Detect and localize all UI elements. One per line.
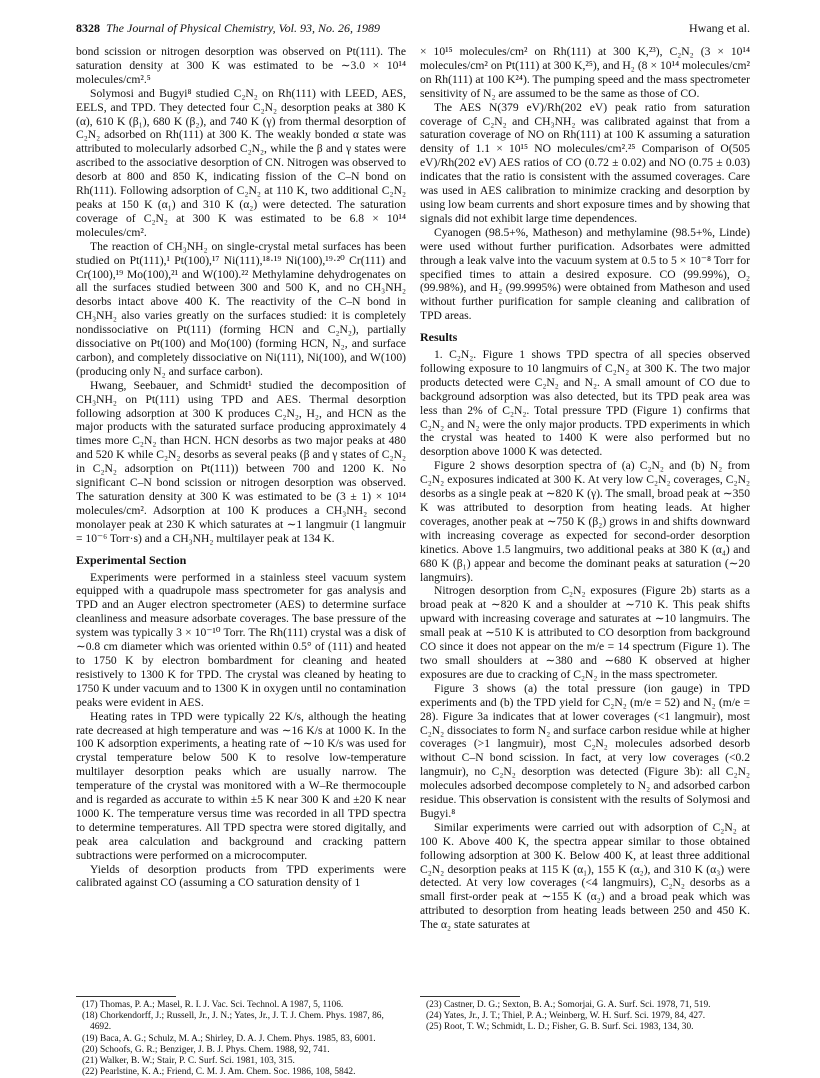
reference-entry: (22) Pearlstine, K. A.; Friend, C. M. J. Am. Chem. Soc. 1986, 108, 5842.: [82, 1067, 356, 1078]
body-paragraph: bond scission or nitrogen desorption was observed on Pt(111). The saturation density at 300 K was estimated to be ∼3.0 × 10¹⁴ molecules/cm².⁵: [76, 45, 406, 86]
body-paragraph: Figure 3 shows (a) the total pressure (ion gauge) in TPD experiments and (b) the TPD yield for C₂N₂ (m/e = 52) and N₂ (m/e = 28). Figure 3a indicates that at lower coverages (<1 langmuir), most C₂N₂ dissociates to form N₂ and surface carbon residue while at higher coverages (>1 langmuir), most C₂N₂ molecules adsorbed desorb without C–N bond scission. In fact, at very low coverages (<0.2 langmuir), no C₂N₂ desorption was detected (Figure 3b): all C₂N₂ molecules adsorbed decompose completely to N₂ and adsorbed carbon residue. This observation is consistent with the results of Solymosi and Bugyi.⁸: [420, 681, 750, 820]
reference-entry: (18) Chorkendorff, J.; Russell, Jr., J. N.; Yates, Jr., J. T. J. Chem. Phys. 1987, 86, 4692.: [82, 1011, 384, 1033]
running-header: [76, 19, 750, 37]
body-paragraph: The AES N(379 eV)/Rh(202 eV) peak ratio from saturation coverage of C₂N₂ and CH₃NH₂ was calibrated against that from a saturation coverage of NO on Rh(111) at 100 K assuming a saturation density of 1.1 × 10¹⁵ NO molecules/cm².²⁵ Comparison of O(505 eV)/Rh(202 eV) AES ratios of CO (0.72 ± 0.02) and NO (0.75 ± 0.03) indicates that the ratio is consistent with the assumed coverages. Care was used in AES calibration to minimize cracking and desorption by using low beam currents and short exposure times and by showing that signals did not exhibit large time dependences.: [420, 100, 750, 225]
reference-entry: (23) Castner, D. G.; Sexton, B. A.; Somorjai, G. A. Surf. Sci. 1978, 71, 519.: [426, 1000, 711, 1010]
body-paragraph: Figure 2 shows desorption spectra of (a) C₂N₂ and (b) N₂ from C₂N₂ exposures indicated at 300 K. At very low C₂N₂ coverages, C₂N₂ desorbs as a single peak at ∼820 K (γ). The small, broad peak at ∼350 K was attributed to desorption from heating leads. At higher coverages, another peak at ∼750 K (β₂) grows in and shifts downward with increasing coverage as expected for second-order desorption kinetics. Above 1.5 langmuirs, two additional peaks at 380 K (α₄) and 680 K (β₁) appear and become the dominant peaks at saturation (∼20 langmuirs).: [420, 459, 750, 584]
body-paragraph: Yields of desorption products from TPD experiments were calibrated against CO (assuming a CO saturation density of 1: [76, 862, 406, 890]
right-text-column: [420, 45, 750, 932]
reference-entry: (25) Root, T. W.; Schmidt, L. D.; Fisher, G. B. Surf. Sci. 1983, 134, 30.: [426, 1022, 694, 1033]
footnote-references-right: [420, 996, 750, 1034]
footnote-rule: [420, 996, 520, 997]
page-number: 8328: [76, 21, 100, 35]
body-paragraph: Solymosi and Bugyi⁸ studied C₂N₂ on Rh(111) with LEED, AES, EELS, and TPD. They detected four C₂N₂ desorption peaks at 380 K (α), 610 K (β₁), 680 K (β₂), and 740 K (γ) from thermal desorption of C₂N₂ adsorbed on Rh(111) at 300 K. The weakly bonded α state was attributed to molecularly adsorbed C₂N₂, while the β and γ states were ascribed to the associative desorption of CN. Nitrogen was observed to desorb at 800 and 850 K, indicating fission of the C–N bond on Rh(111). Following adsorption of C₂N₂ at 110 K, two additional C₂N₂ peaks at 150 K (α₁) and 310 K (α₂) were detected. The saturation coverage of C₂N₂ at 300 K was estimated to be 6.8 × 10¹⁴ molecules/cm².: [76, 86, 406, 239]
reference-entry: (24) Yates, Jr., J. T.; Thiel, P. A.; Weinberg, W. H. Surf. Sci. 1979, 84, 427.: [426, 1011, 706, 1022]
reference-entry: (20) Schoofs, G. R.; Benziger, J. B. J. Phys. Chem. 1988, 92, 741.: [82, 1044, 330, 1055]
reference-entry: (19) Baca, A. G.; Schulz, M. A.; Shirley, D. A. J. Chem. Phys. 1985, 83, 6001.: [82, 1033, 376, 1044]
reference-entry: (21) Walker, B. W.; Stair, P. C. Surf. Sci. 1981, 103, 315.: [82, 1056, 295, 1067]
journal-citation: The Journal of Physical Chemistry, Vol. 93, No. 26, 1989: [106, 21, 380, 35]
footnote-references-left: [76, 996, 406, 1078]
body-paragraph: 1. C₂N₂. Figure 1 shows TPD spectra of all species observed following exposure to 10 langmuirs of C₂N₂ at 300 K. The two major products detected were C₂N₂ and N₂. A small amount of CO due to background adsorption was also detected, but its TPD peak area was less than 2% of C₂N₂. Total pressure TPD (Figure 1) confirms that C₂N₂ and N₂ were the only major products. TPD experiments in which the crystal was heated to 1400 K were also performed but no desorption above 1000 K was detected.: [420, 348, 750, 459]
body-paragraph: Experiments were performed in a stainless steel vacuum system equipped with a quadrupole mass spectrometer for gas analysis and TPD and an Auger electron spectrometer (AES) to determine surface cleanliness and measure adsorbate coverages. The base pressure of the system was typically 3 × 10⁻¹⁰ Torr. The Rh(111) crystal was a disk of ∼0.8 cm diameter which was oriented within 0.5° of (111) and heated to 1750 K by electron bombardment for cleaning and heated resistively to 1300 K for TPD. The crystal was cleaned by heating to 1750 K under vacuum and to 1300 K in oxygen until no contamination peaks were evident in AES.: [76, 570, 406, 709]
body-paragraph: Hwang, Seebauer, and Schmidt¹ studied the decomposition of CH₃NH₂ on Pt(111) using TPD and AES. Thermal desorption following adsorption at 300 K produces C₂N₂, H₂, and HCN as the major products with the saturated surface producing approximately 4 times more C₂N₂ than HCN. HCN desorbs as two major peaks at 480 and 520 K while C₂N₂ desorbs as several peaks (β and γ states of C₂N₂ in C₂N₂ adsorption on Pt(111)) between 700 and 1200 K. No significant C–N bond scission or nitrogen desorption was observed. The saturation density at 300 K was estimated to be (3 ± 1) × 10¹⁴ molecules/cm². Adsorption at 100 K produces a CH₃NH₂ second monolayer peak at 230 K which saturates at ∼1 langmuir (1 langmuir = 10⁻⁶ Torr·s) and a CH₃NH₂ multilayer peak at 134 K.: [76, 378, 406, 545]
body-paragraph: Similar experiments were carried out with adsorption of C₂N₂ at 100 K. Above 400 K, the spectra appear similar to those obtained following adsorption at 300 K. Below 400 K, at least three additional C₂N₂ desorption peaks at 115 K (α₁), 155 K (α₂), and 310 K (α₃) were detected. At very low coverages (<4 langmuirs), C₂N₂ desorbs as a small first-order peak at ∼155 K (α₂) and a broad peak which was attributed to desorption from heating leads between 250 and 450 K. The α₂ state saturates at: [420, 820, 750, 932]
footnote-rule: [76, 996, 176, 997]
section-heading: Experimental Section: [76, 552, 187, 567]
body-paragraph: Heating rates in TPD were typically 22 K/s, although the heating rate decreased at high temperature and was ∼16 K/s at 1000 K. In the 100 K adsorption experiments, a heating rate of ∼10 K/s was used for crystal temperature below 500 K to resolve low-temperature multilayer desorption peaks which are usually narrow. The temperature of the crystal was monitored with a W–Re thermocouple and is regarded as accurate to within ±5 K near 300 K and ±20 K near 1000 K. The temperature versus time was recorded in all TPD spectra to determine temperatures. All TPD spectra were stored digitally, and peak area calculation and background and cracking pattern subtractions were performed on a microcomputer.: [76, 709, 406, 862]
body-paragraph: Nitrogen desorption from C₂N₂ exposures (Figure 2b) starts as a broad peak at ∼820 K and a shoulder at ∼710 K. This peak shifts upward with increasing coverage and saturates at ∼10 langmuirs. The small peak at ∼510 K is attributed to CO desorption from background CO since it does not appear on the m/e = 14 spectrum (Figure 1). The two small shoulders at ∼380 and ∼680 K observed at higher exposures are due to cracking of C₂N₂ in the mass spectrometer.: [420, 584, 750, 681]
body-paragraph: × 10¹⁵ molecules/cm² on Rh(111) at 300 K,²³), C₂N₂ (3 × 10¹⁴ molecules/cm² on Pt(111) at 300 K,²⁵), and H₂ (8 × 10¹⁴ molecules/cm² on Rh(111) at 100 K²⁴). The pumping speed and the mass spectrometer sensitivity of N₂ are assumed to be the same as those of CO.: [420, 45, 750, 100]
reference-entry: (17) Thomas, P. A.; Masel, R. I. J. Vac. Sci. Technol. A 1987, 5, 1106.: [82, 1000, 344, 1010]
body-paragraph: Cyanogen (98.5+%, Matheson) and methylamine (98.5+%, Linde) were used without further purification. Adsorbates were admitted through a leak valve into the vacuum system at 0.5 to 5 × 10⁻⁸ Torr for specified times to attain a desired exposure. CO (99.99%), O₂ (99.98%), and H₂ (99.9995%) were obtained from Matheson and used without further purification for sample cleaning and calibration of TPD areas.: [420, 225, 750, 323]
section-heading: Results: [420, 330, 458, 345]
body-paragraph: The reaction of CH₃NH₂ on single-crystal metal surfaces has been studied on Pt(111),¹ Pt(100),¹⁷ Ni(111),¹⁸·¹⁹ Ni(100),¹⁹·²⁰ Cr(111) and Cr(100),¹⁹ Mo(100),²¹ and W(100).²² Methylamine dehydrogenates on all the surfaces studied between 300 and 500 K, and no CH₃NH₂ desorbs intact above 400 K. The reactivity of the C–N bond in CH₃NH₂ also varies greatly on the surfaces studied: it is completely nondissociative on Pt(111) (forming HCN and C₂N₂), partially dissociative on Pt(100) and Mo(100) (forming HCN, N₂, and surface carbon), and completely dissociative on Ni(111), Ni(100), and W(100) (producing only N₂ and surface carbon).: [76, 239, 406, 378]
left-text-column: [76, 45, 406, 890]
running-authors: Hwang et al.: [689, 21, 750, 35]
